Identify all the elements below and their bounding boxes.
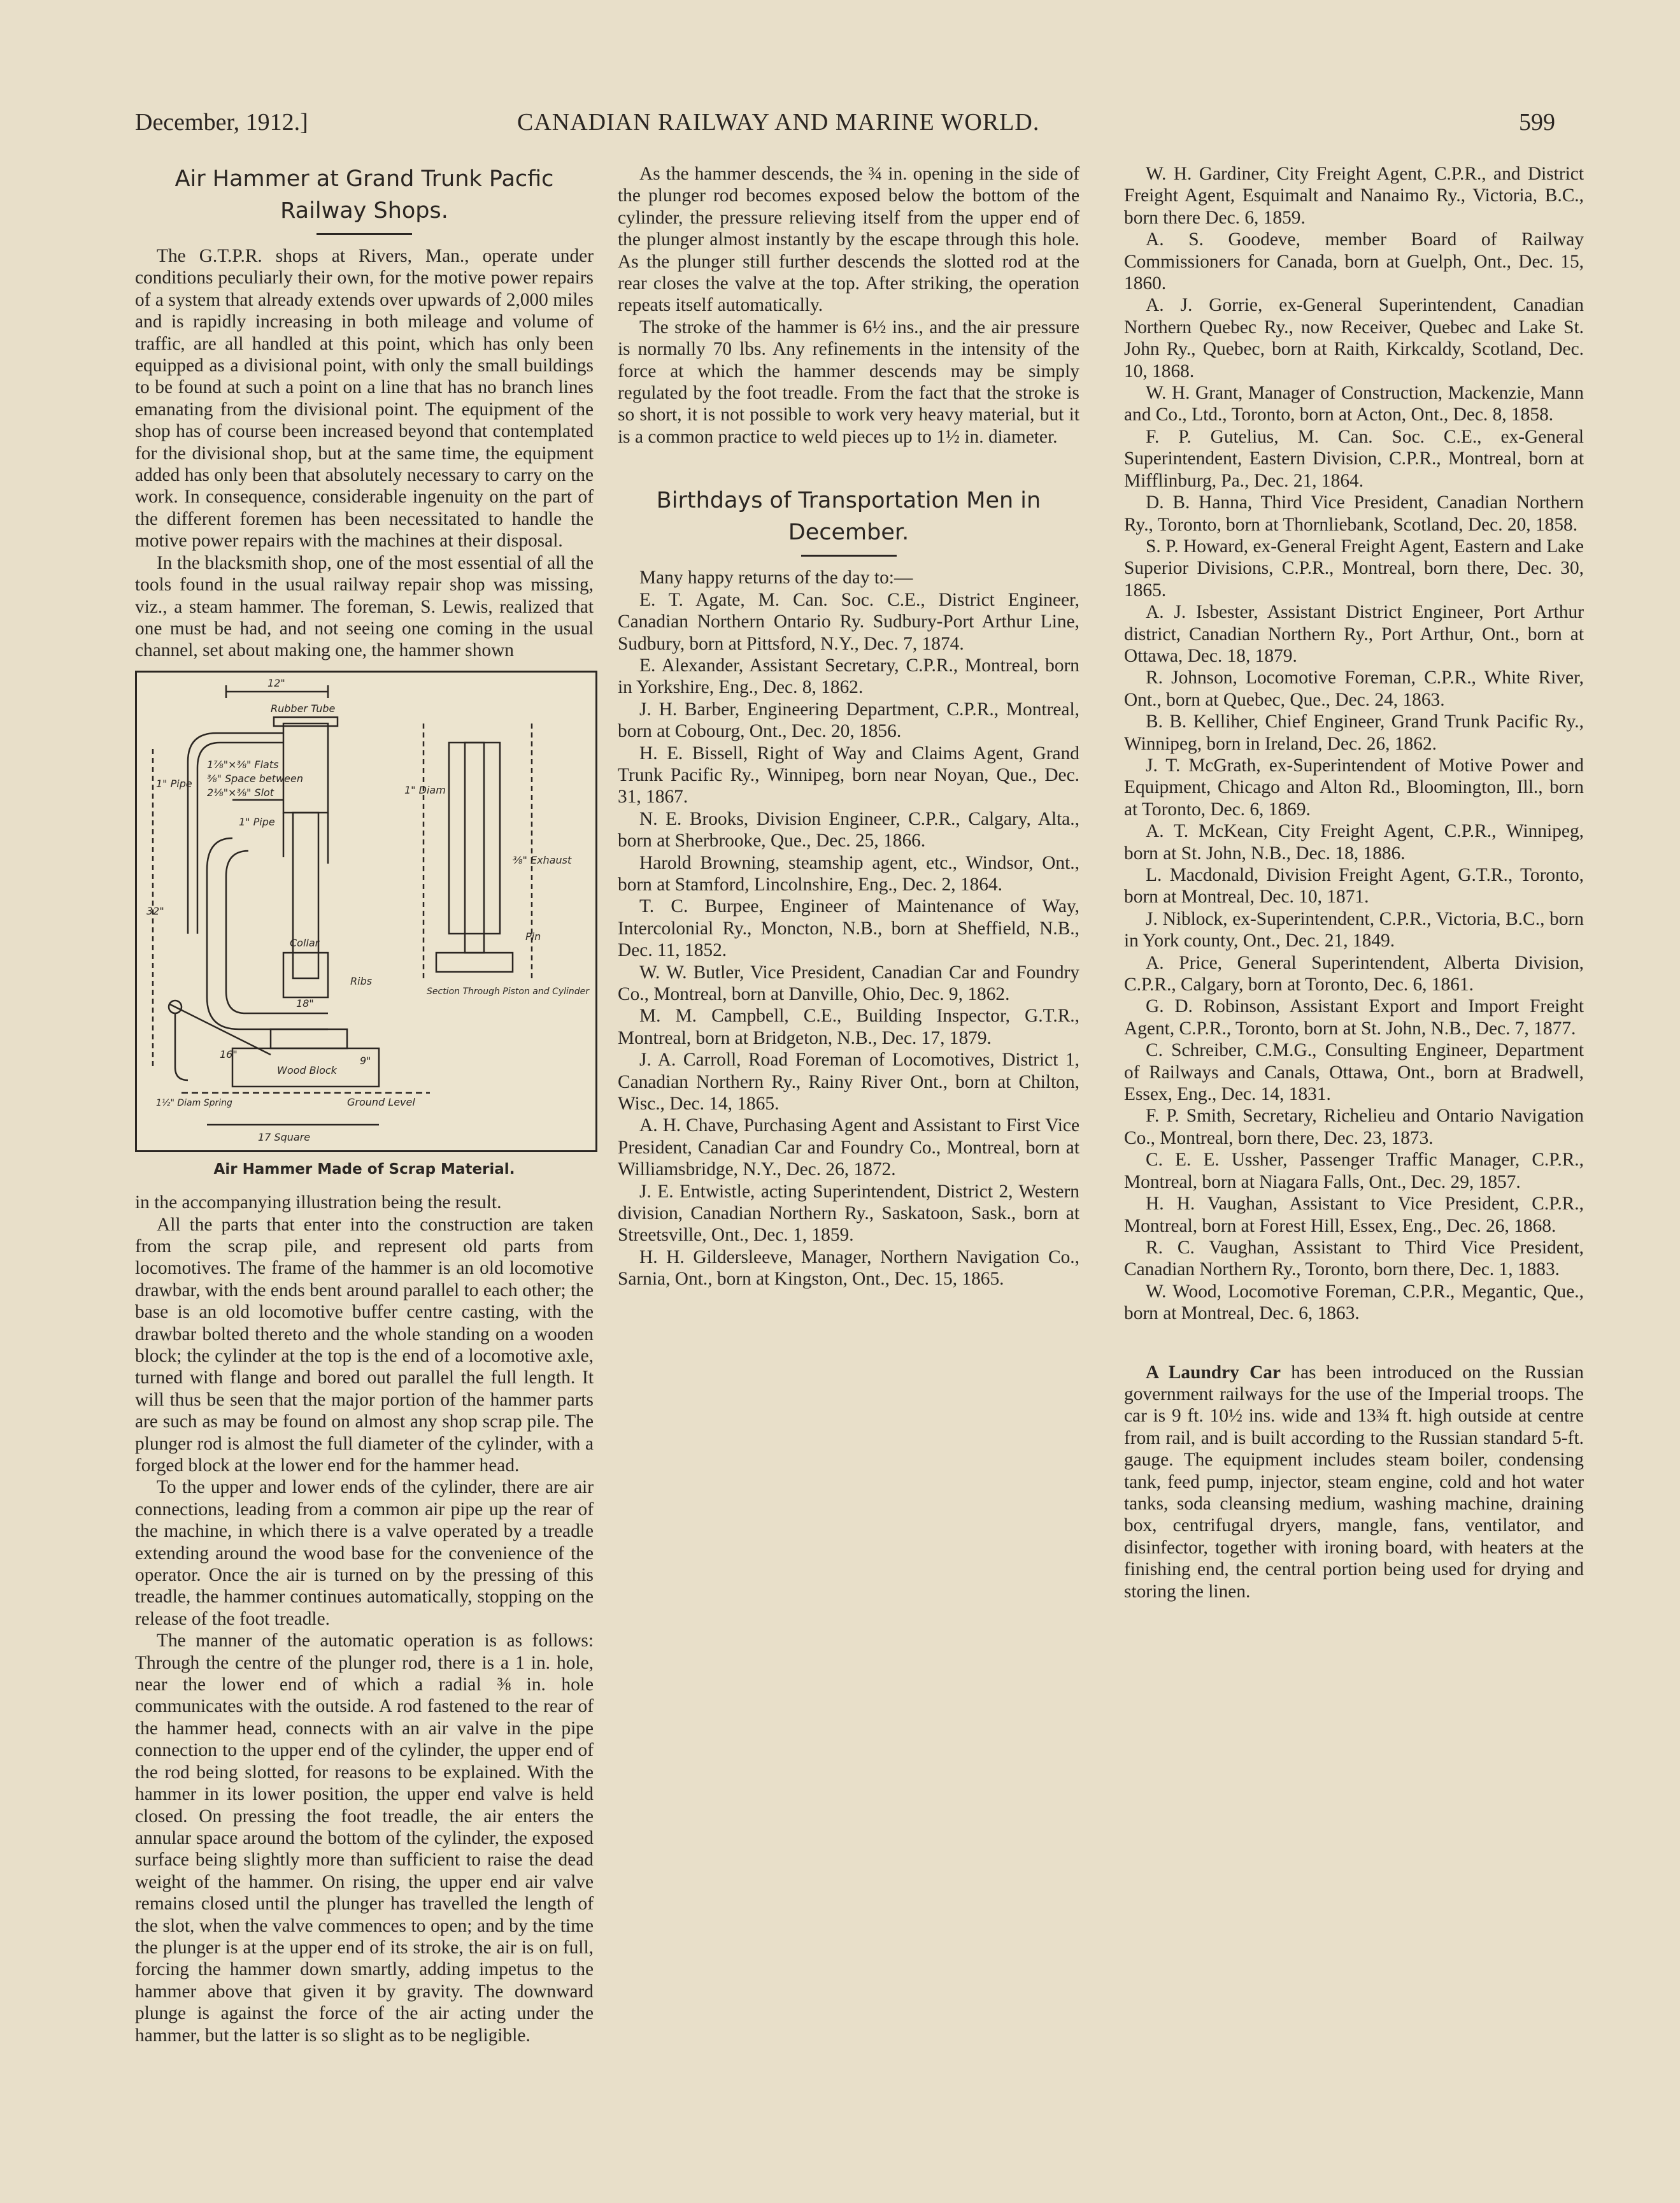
birthday-entry: J. T. McGrath, ex-Superintendent of Motive Power and Equipment, Chicago and Alton Rd., Bloomington, Ill., born at Toronto, Dec. 6, 1869. xyxy=(1124,755,1584,820)
birthday-entry: N. E. Brooks, Division Engineer, C.P.R., Calgary, Alta., born at Sherbrooke, Que., Dec. 25, 1866. xyxy=(618,808,1079,852)
birthday-entry: A. H. Chave, Purchasing Agent and Assistant to First Vice President, Canadian Car and Foundry Co., Montreal, born at Williamsbridge, N.Y., Dec. 26, 1872. xyxy=(618,1115,1079,1180)
paragraph: in the accompanying illustration being the result. xyxy=(135,1192,502,1213)
birthday-entry: F. P. Gutelius, M. Can. Soc. C.E., ex-General Superintendent, Eastern Division, C.P.R., Montreal, born at Mifflinburg, Pa., Dec. 21, 1864. xyxy=(1124,426,1584,491)
fig-label: 1½" Diam Spring xyxy=(156,1097,232,1108)
paragraph: The stroke of the hammer is 6½ ins., and the air pressure is normally 70 lbs. Any refinements in the intensity of the force at which the hammer descends may be simply regulated by the foot treadle. From the fact that the stroke is so short, it is not possible to work very heavy material, but it is a common practice to weld pieces up to 1½ in. diameter. xyxy=(618,317,1079,447)
fig-label: 1" Pipe xyxy=(156,777,192,790)
birthday-entry: J. A. Carroll, Road Foreman of Locomotives, District 1, Canadian Northern Ry., Rainy River Ont., born at Chilton, Wisc., Dec. 14, 1865. xyxy=(618,1050,1079,1115)
birthday-entry: L. Macdonald, Division Freight Agent, G.T.R., Toronto, born at Montreal, Dec. 10, 1871. xyxy=(1124,865,1584,908)
journal-title: CANADIAN RAILWAY AND MARINE WORLD. xyxy=(517,109,1040,136)
dim-label: 9" xyxy=(360,1054,371,1067)
cylinder xyxy=(283,724,328,813)
fig-label: Rubber Tube xyxy=(271,702,336,715)
birthday-entry: D. B. Hanna, Third Vice President, Canadian Northern Ry., Toronto, born at Thornliebank, Scotland, Dec. 20, 1858. xyxy=(1124,492,1584,535)
birthday-entry: H. H. Vaughan, Assistant to Vice President, C.P.R., Montreal, born at Forest Hill, Essex, Eng., Dec. 26, 1868. xyxy=(1124,1194,1584,1236)
birthday-entry: B. B. Kelliher, Chief Engineer, Grand Trunk Pacific Ry., Winnipeg, born in Ireland, Dec. 26, 1862. xyxy=(1124,711,1584,754)
laundry-car-lead: A Laundry Car xyxy=(1146,1362,1281,1383)
fig-label: 1" Pipe xyxy=(239,815,275,828)
birthday-entry: E. T. Agate, M. Can. Soc. C.E., District Engineer, Canadian Northern Ontario Ry. Sudbury-Port Arthur Line, Sudbury, born at Pittsford, N.Y., Dec. 7, 1874. xyxy=(618,589,1079,654)
birthday-entry: C. E. E. Ussher, Passenger Traffic Manager, C.P.R., Montreal, born at Niagara Falls, Ont., Dec. 29, 1857. xyxy=(1124,1150,1584,1192)
hammer-head xyxy=(283,953,328,997)
laundry-car-text: has been introduced on the Russian government railways for the use of the Imperial troops. The car is 9 ft. 10½ ins. wide and 13¾ ft. high outside at centre from rail, and is built according to the Russian standard 5-ft. gauge. The equipment includes steam boiler, condensing tank, feed pump, injector, steam engine, cold and hot water tanks, soda cleansing medium, washing machine, draining box, centrifugal dryers, mangle, fans, ventilator, and disinfector, together with ironing board, with heaters at the finishing end, the central portion being used for drying and storing the linen. xyxy=(1124,1362,1584,1602)
fig-label: Ground Level xyxy=(347,1095,415,1108)
article-title-birthdays: Birthdays of Transportation Men in December. xyxy=(656,488,1041,546)
title-rule xyxy=(801,555,897,557)
paragraph: To the upper and lower ends of the cylinder, there are air connections, leading from a common air pipe up the rear of the machine, in which there is a valve operated by a treadle extending around the wood base for the convenience of the operator. Once the air is turned on by the pressing of this treadle, the hammer continues automatically, stopping on the release of the foot treadle. xyxy=(135,1477,594,1629)
column-2-flow xyxy=(618,163,1079,1290)
birthday-entry: Harold Browning, steamship agent, etc., Windsor, Ont., born at Stamford, Lincolnshire, Eng., Dec. 2, 1864. xyxy=(618,852,1079,895)
fig-label: Section Through Piston and Cylinder xyxy=(427,986,590,997)
dim-label: 32" xyxy=(146,904,164,917)
fig-label: 1⅞"×⅜" Flats xyxy=(207,758,279,771)
column-3 xyxy=(1124,163,1584,1602)
fig-label: Ribs xyxy=(350,974,373,987)
birthday-entry: E. Alexander, Assistant Secretary, C.P.R., Montreal, born in Yorkshire, Eng., Dec. 8, 1862. xyxy=(618,655,1079,698)
birthday-intro: Many happy returns of the day to:— xyxy=(639,567,913,588)
issue-date: December, 1912.] xyxy=(135,109,308,136)
birthday-entry: H. H. Gildersleeve, Manager, Northern Navigation Co., Sarnia, Ont., born at Kingston, Ont., Dec. 15, 1865. xyxy=(618,1246,1079,1290)
section-gap xyxy=(618,448,1079,485)
birthday-entry: J. H. Barber, Engineering Department, C.P.R., Montreal, born at Cobourg, Ont., Dec. 20, 1856. xyxy=(618,699,1079,742)
paragraph: In the blacksmith shop, one of the most essential of all the tools found in the usual railway repair shop was missing, viz., a steam hammer. The foreman, S. Lewis, realized that one must be had, and not seeing one coming in the usual channel, set about making one, the hammer shown xyxy=(135,552,594,661)
page-number: 599 xyxy=(1519,109,1555,136)
fig-label: 17 Square xyxy=(258,1130,311,1143)
birthday-entry: T. C. Burpee, Engineer of Maintenance of Way, Intercolonial Ry., Moncton, N.B., born at Sheffield, N.B., Dec. 11, 1852. xyxy=(618,896,1079,961)
fig-label: 1" Diam xyxy=(404,783,446,796)
birthday-entry: A. S. Goodeve, member Board of Railway Commissioners for Canada, born at Guelph, Ont., Dec. 15, 1860. xyxy=(1124,229,1584,294)
article-title-air-hammer: Air Hammer at Grand Trunk Pacfic Railway Shops. xyxy=(174,166,554,224)
birthday-entry: C. Schreiber, C.M.G., Consulting Engineer, Department of Railways and Canals, Ottawa, Ont., born at Bradwell, Essex, Eng., Dec. 14, 1831. xyxy=(1124,1040,1584,1105)
fig-label: Pin xyxy=(525,930,541,943)
figure-caption: Air Hammer Made of Scrap Material. xyxy=(213,1160,515,1178)
birthday-entry: A. T. McKean, City Freight Agent, C.P.R., Winnipeg, born at St. John, N.B., Dec. 18, 1886. xyxy=(1124,821,1584,864)
air-hammer-diagram xyxy=(137,673,595,1150)
birthday-entry: W. H. Gardiner, City Freight Agent, C.P.R., and District Freight Agent, Esquimalt and Nanaimo Ry., Victoria, B.C., born there Dec. 6, 1859. xyxy=(1124,164,1584,228)
birthday-entry: R. Johnson, Locomotive Foreman, C.P.R., White River, Ont., born at Quebec, Que., Dec. 24, 1863. xyxy=(1124,667,1584,710)
birthday-entry: M. M. Campbell, C.E., Building Inspector, G.T.R., Montreal, born at Bridgeton, N.B., Dec. 17, 1879. xyxy=(618,1006,1079,1048)
birthday-entry: A. J. Isbester, Assistant District Engineer, Port Arthur district, Canadian Northern Ry., Port Arthur, Ont., born at Ottawa, Dec. 18, 1879. xyxy=(1124,602,1584,666)
column-1 xyxy=(135,163,594,2046)
dim-label: 16" xyxy=(220,1048,238,1060)
paragraph: All the parts that enter into the construction are taken from the scrap pile, and represent old parts from locomotives. The frame of the hammer is an old locomotive drawbar, with the ends bent around parallel to each other; the base is an old locomotive buffer centre casting, with the drawbar bolted thereto and the whole standing on a wooden block; the cylinder at the top is the end of a locomotive axle, turned with flange and bored out parallel the full length. It will thus be seen that the major portion of the hammer parts are such as may be found on almost any shop scrap pile. The plunger rod is almost the full diameter of the cylinder, with a forged block at the lower end for the hammer head. xyxy=(135,1214,594,1476)
page-header xyxy=(135,108,1555,146)
birthday-entry: W. Wood, Locomotive Foreman, C.P.R., Megantic, Que., born at Montreal, Dec. 6, 1863. xyxy=(1124,1281,1584,1324)
fig-label: ⅜" Space between xyxy=(207,772,303,785)
column-2 xyxy=(618,163,1079,1290)
birthday-entry: S. P. Howard, ex-General Freight Agent, Eastern and Lake Superior Divisions, C.P.R., Montreal, born there, Dec. 30, 1865. xyxy=(1124,536,1584,601)
section-cylinder xyxy=(449,743,500,934)
birthday-entry: F. P. Smith, Secretary, Richelieu and Ontario Navigation Co., Montreal, born there, Dec. 23, 1873. xyxy=(1124,1106,1584,1148)
fig-label: 2⅛"×⅜" Slot xyxy=(207,786,274,799)
section-gap xyxy=(1124,1325,1584,1362)
paragraph: As the hammer descends, the ¾ in. opening in the side of the plunger rod becomes exposed below the bottom of the cylinder, the pressure relieving itself from the upper end of the plunger almost instantly by the escape through this hole. As the plunger still further descends the slotted rod at the rear closes the valve at the top. After striking, the operation repeats itself automatically. xyxy=(618,164,1079,316)
fig-label: ⅜" Exhaust xyxy=(513,853,572,866)
birthday-entry: W. H. Grant, Manager of Construction, Mackenzie, Mann and Co., Ltd., Toronto, born at Acton, Ont., Dec. 8, 1858. xyxy=(1124,383,1584,425)
birthday-entry: G. D. Robinson, Assistant Export and Import Freight Agent, C.P.R., Toronto, born at St. John, N.B., Dec. 7, 1877. xyxy=(1124,996,1584,1039)
dim-label: 12" xyxy=(267,676,285,689)
title-rule xyxy=(317,233,412,235)
fig-label: Wood Block xyxy=(277,1064,337,1076)
birthday-entry: A. Price, General Superintendent, Alberta Division, C.P.R., Calgary, born at Toronto, Dec. 6, 1861. xyxy=(1124,952,1584,995)
dim-label: 18" xyxy=(296,997,314,1009)
birthday-entry: R. C. Vaughan, Assistant to Third Vice President, Canadian Northern Ry., Toronto, born there, Dec. 1, 1883. xyxy=(1124,1237,1584,1280)
birthday-entry: A. J. Gorrie, ex-General Superintendent, Canadian Northern Quebec Ry., now Receiver, Quebec and Lake St. John Ry., Quebec, born at Raith, Kirkcaldy, Scotland, Dec. 10, 1868. xyxy=(1124,295,1584,381)
paragraph: The G.T.P.R. shops at Rivers, Man., operate under conditions peculiarly their own, for the motive power repairs of a system that already extends over upwards of 2,000 miles and is rapidly increasing in both mileage and volume of traffic, are all handled at this point, which has only been equipped as a divisional point, with only the small buildings to be found at such a point on a line that has no branch lines emanating from the divisional point. The equipment of the shop has of course been increased beyond that contemplated for the divisional shop, but at the same time, the equipment added has only been that absolutely necessary to carry on the work. In consequence, considerable ingenuity on the part of the different foremen has been necessitated to handle the motive power repairs with the machines at their disposal. xyxy=(135,246,594,552)
air-hammer-drawing xyxy=(135,671,597,1152)
birthday-entry: J. E. Entwistle, acting Superintendent, District 2, Western division, Canadian Northern Ry., Saskatoon, Sask., born at Streetsville, Ont., Dec. 1, 1859. xyxy=(618,1181,1079,1246)
laundry-car-paragraph xyxy=(1124,1362,1584,1602)
fig-label: Collar xyxy=(290,936,320,949)
column-3-flow xyxy=(1124,163,1584,1602)
birthday-entry: H. E. Bissell, Right of Way and Claims Agent, Grand Trunk Pacific Ry., Winnipeg, born near Noyan, Que., Dec. 31, 1867. xyxy=(618,743,1079,808)
birthday-entry: J. Niblock, ex-Superintendent, C.P.R., Victoria, B.C., born in York county, Ont., Dec. 21, 1849. xyxy=(1124,908,1584,952)
birthday-entry: W. W. Butler, Vice President, Canadian Car and Foundry Co., Montreal, born at Danville, Ohio, Dec. 9, 1862. xyxy=(618,962,1079,1004)
paragraph: The manner of the automatic operation is as follows: Through the centre of the plunger rod, there is a 1 in. hole, near the lower end of which a radial ⅜ in. hole communicates with the outside. A rod fastened to the rear of the hammer head, connects with an air valve in the pipe connection to the upper end of the cylinder, the upper end of the rod being slotted, for reasons to be explained. With the hammer in its lower position, the upper end valve is held closed. On pressing the foot treadle, the air enters the annular space around the bottom of the cylinder, the exposed surface being slightly more than sufficient to raise the dead weight of the hammer. On rising, the upper end air valve remains closed until the plunger has travelled the length of the slot, when the valve commences to open; and by the time the plunger is at the upper end of its stroke, the air is on full, forcing the hammer down smartly, adding impetus to the hammer above that given it by gravity. The downward plunge is against the force of the air acting under the hammer, but the latter is so slight as to be negligible. xyxy=(135,1630,594,2046)
